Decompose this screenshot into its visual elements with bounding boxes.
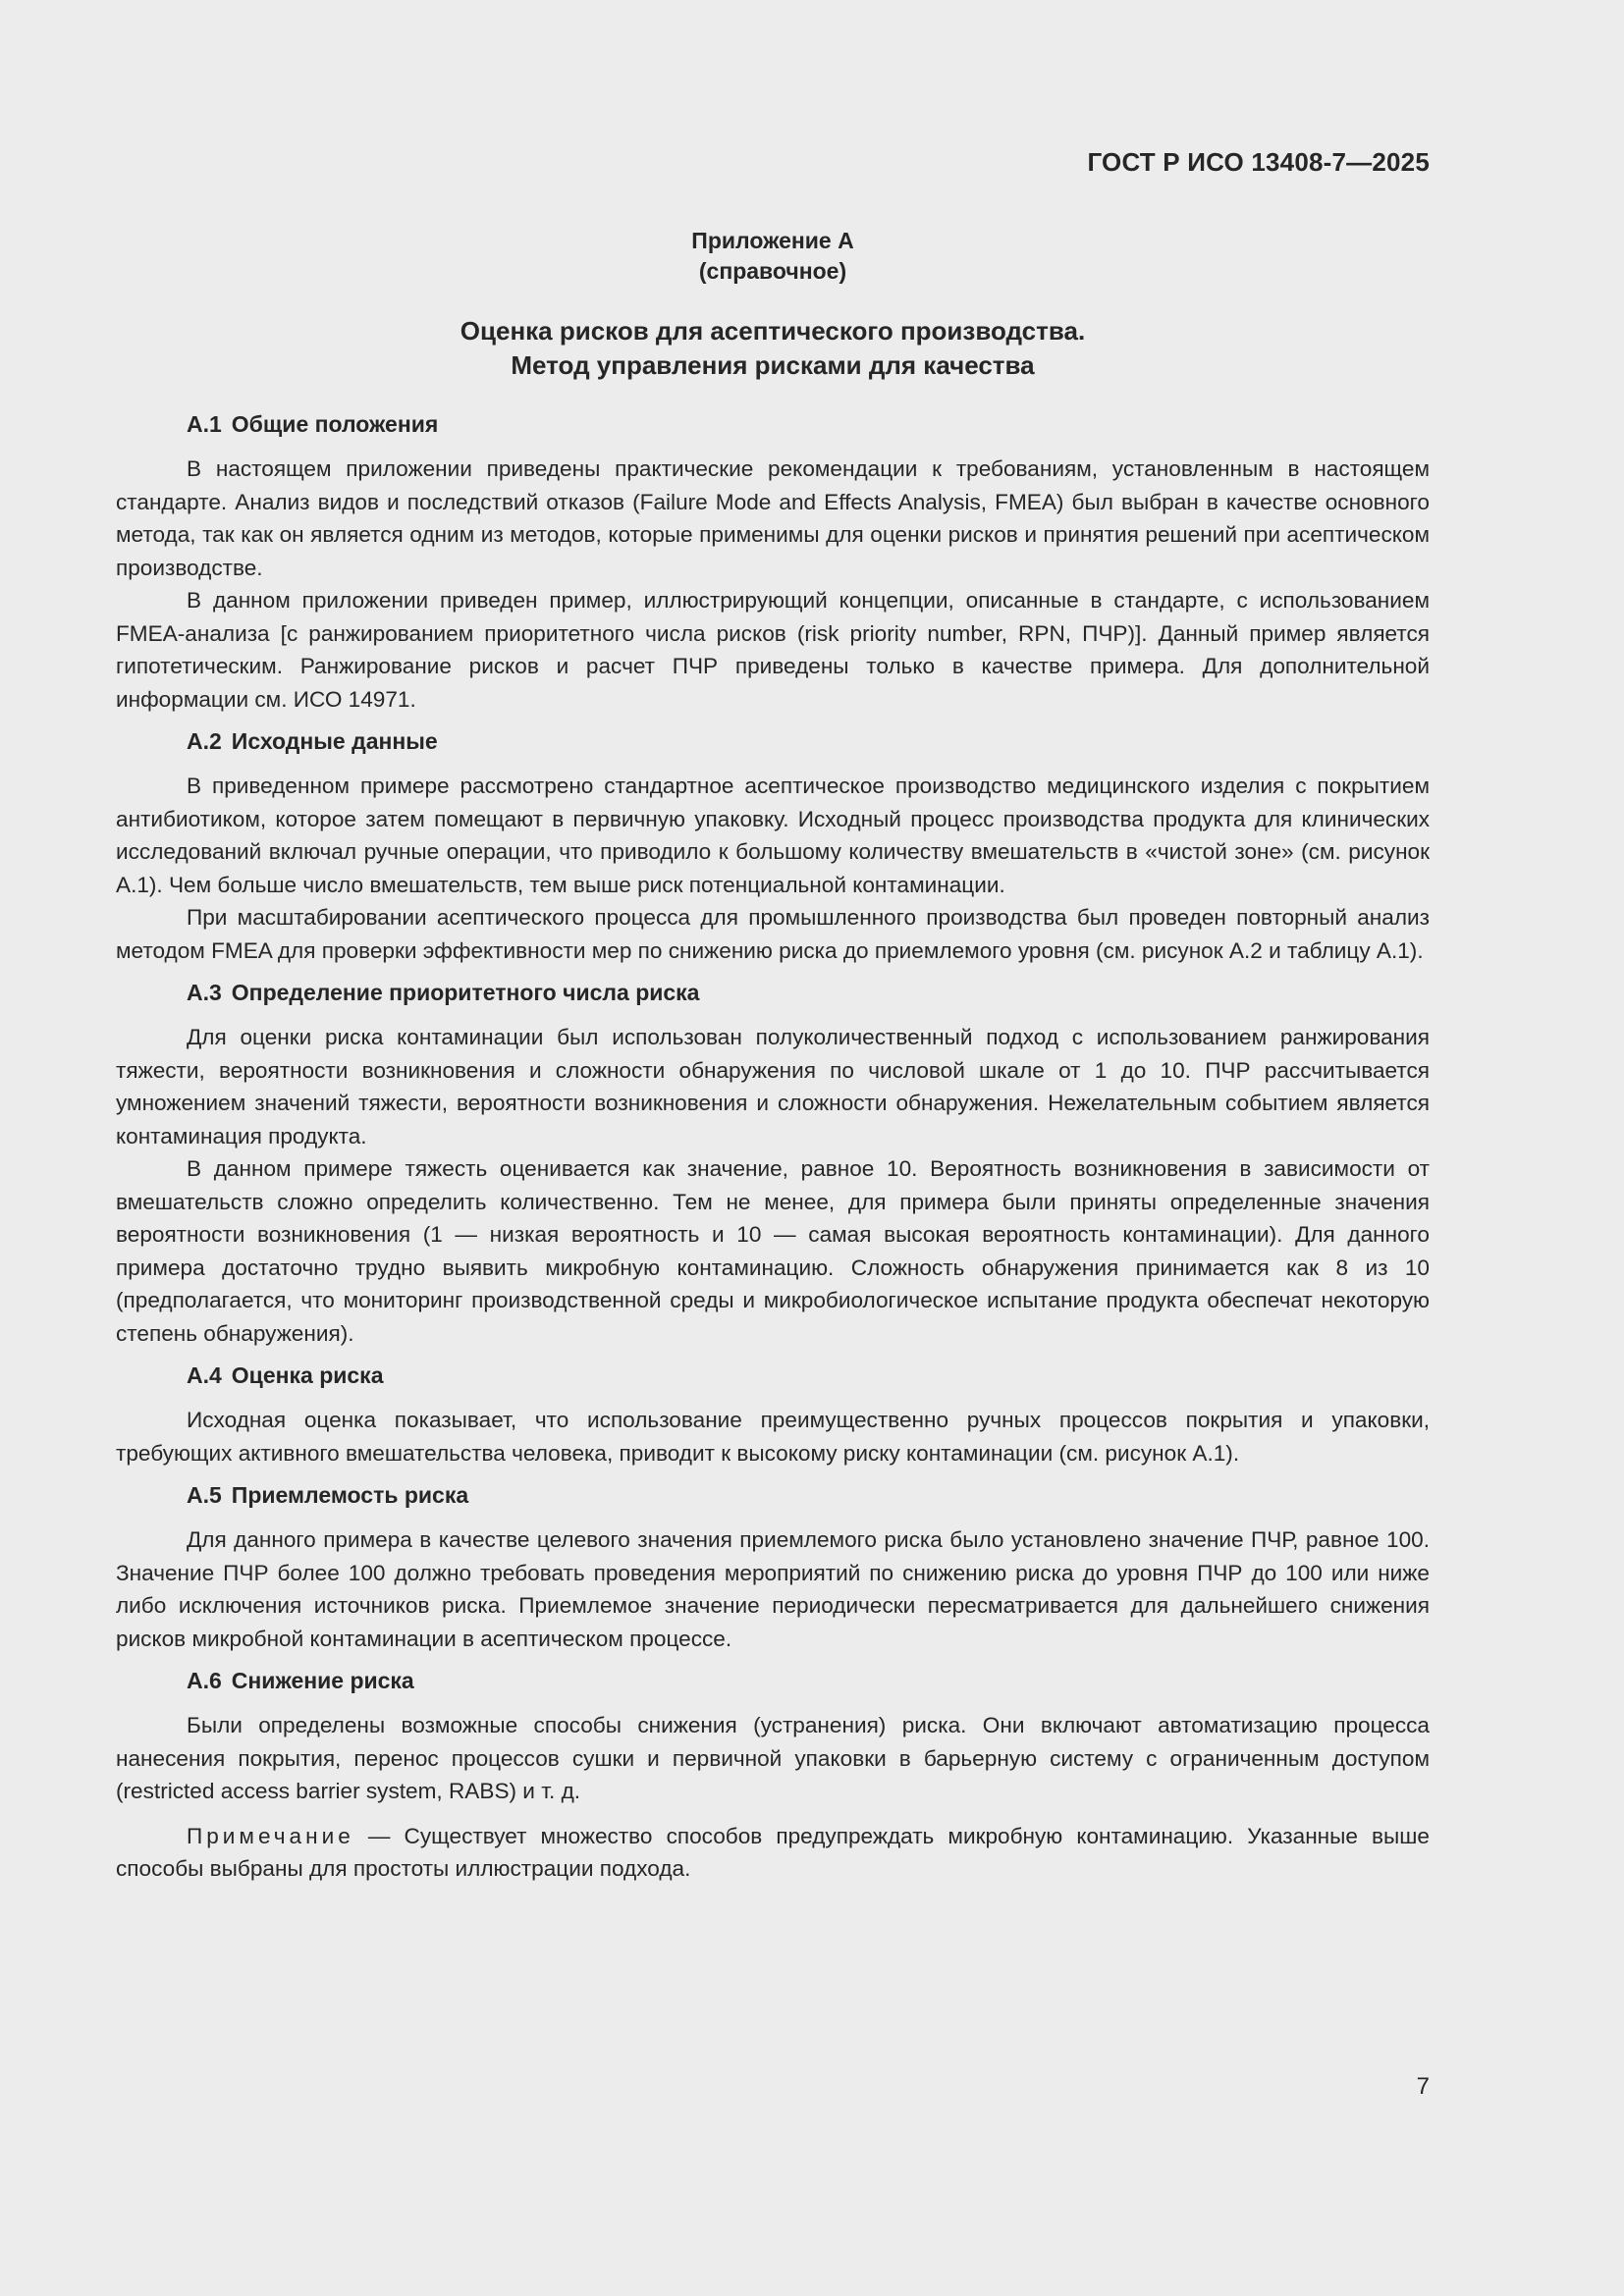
appendix-title-line-2: Метод управления рисками для качества bbox=[511, 350, 1035, 380]
section-heading bbox=[116, 1360, 1430, 1392]
note-label: Примечание bbox=[187, 1823, 354, 1848]
section-a2 bbox=[116, 725, 1430, 967]
paragraph: При масштабировании асептического процесса для промышленного производства был проведен повторный анализ методом FMEA для проверки эффективности мер по снижению риска до приемлемого уровня (см. рисунок А.2 и таблицу А.1). bbox=[116, 905, 1430, 963]
section-number: А.3 bbox=[187, 980, 222, 1005]
section-number: А.2 bbox=[187, 728, 222, 754]
page-content bbox=[116, 226, 1430, 1886]
section-heading bbox=[116, 1665, 1430, 1697]
section-title: Снижение риска bbox=[231, 1668, 414, 1693]
appendix-label: Приложение А bbox=[691, 228, 854, 253]
paragraph: Для данного примера в качестве целевого значения приемлемого риска было установлено значение ПЧР, равное 100. Значение ПЧР более 100 должно требовать проведения мероприятий по снижению риска до уровня ПЧР до 100 или ниже либо исключения источников риска. Приемлемое значение периодически пересматривается для дальнейшего снижения рисков микробной контаминации в асептическом процессе. bbox=[116, 1527, 1430, 1651]
paragraph: В приведенном примере рассмотрено стандартное асептическое производство медицинского изделия с покрытием антибиотиком, которое затем помещают в первичную упаковку. Исходный процесс производства продукта для клинических исследований включал ручные операции, что приводило к большому количеству вмешательств в «чистой зоне» (см. рисунок А.1). Чем больше число вмешательств, тем выше риск потенциальной контаминации. bbox=[116, 774, 1430, 897]
appendix-title-line-1: Оценка рисков для асептического производства. bbox=[460, 316, 1086, 346]
section-number: А.6 bbox=[187, 1668, 222, 1693]
document-code: ГОСТ Р ИСО 13408-7—2025 bbox=[1087, 147, 1430, 177]
paragraph: Для оценки риска контаминации был использован полуколичественный подход с использованием ранжирования тяжести, вероятности возникновения и сложности обнаружения по числовой шкале от 1 до 10. ПЧР рассчитывается умножением значений тяжести, вероятности возникновения и сложности обнаружения. Нежелательным событием является контаминация продукта. bbox=[116, 1025, 1430, 1148]
section-title: Общие положения bbox=[231, 411, 439, 437]
note bbox=[116, 1820, 1430, 1886]
section-number: А.4 bbox=[187, 1362, 222, 1388]
appendix-title bbox=[116, 314, 1430, 383]
paragraph: Были определены возможные способы снижения (устранения) риска. Они включают автоматизацию процесса нанесения покрытия, перенос процессов сушки и первичной упаковки в барьерную систему с ограниченным доступом (restricted access barrier system, RABS) и т. д. bbox=[116, 1713, 1430, 1803]
section-a3 bbox=[116, 977, 1430, 1350]
note-text: — Существует множество способов предупреждать микробную контаминацию. Указанные выше способы выбраны для простоты иллюстрации подхода. bbox=[116, 1823, 1430, 1881]
section-title: Исходные данные bbox=[231, 728, 438, 754]
paragraph: В настоящем приложении приведены практические рекомендации к требованиям, установленным в настоящем стандарте. Анализ видов и последствий отказов (Failure Mode and Effects Analysis, FMEA) был выбран в качестве основного метода, так как он является одним из методов, которые применимы для оценки рисков и принятия решений при асептическом производстве. bbox=[116, 456, 1430, 580]
appendix-type: (справочное) bbox=[698, 258, 847, 284]
section-a4 bbox=[116, 1360, 1430, 1469]
section-heading bbox=[116, 1479, 1430, 1512]
section-a6 bbox=[116, 1665, 1430, 1808]
section-number: А.1 bbox=[187, 411, 222, 437]
paragraph: Исходная оценка показывает, что использование преимущественно ручных процессов покрытия и упаковки, требующих активного вмешательства человека, приводит к высокому риску контаминации (см. рисунок А.1). bbox=[116, 1408, 1430, 1466]
section-heading bbox=[116, 977, 1430, 1009]
paragraph: В данном приложении приведен пример, иллюстрирующий концепции, описанные в стандарте, с использованием FMEA-анализа [с ранжированием приоритетного числа рисков (risk priority number, RPN, ПЧР)]. Данный пример является гипотетическим. Ранжирование рисков и расчет ПЧР приведены только в качестве примера. Для дополнительной информации см. ИСО 14971. bbox=[116, 588, 1430, 712]
section-a5 bbox=[116, 1479, 1430, 1655]
section-title: Оценка риска bbox=[231, 1362, 384, 1388]
section-heading bbox=[116, 408, 1430, 441]
section-title: Определение приоритетного числа риска bbox=[231, 980, 700, 1005]
paragraph: В данном примере тяжесть оценивается как значение, равное 10. Вероятность возникновения в зависимости от вмешательств сложно определить количественно. Тем не менее, для примера были приняты определенные значения вероятности возникновения (1 — низкая вероятность и 10 — самая высокая вероятность контаминации). Для данного примера достаточно трудно выявить микробную контаминацию. Сложность обнаружения принимается как 8 из 10 (предполагается, что мониторинг производственной среды и микробиологическое испытание продукта обеспечат некоторую степень обнаружения). bbox=[116, 1156, 1430, 1346]
section-number: А.5 bbox=[187, 1482, 222, 1508]
section-title: Приемлемость риска bbox=[231, 1482, 469, 1508]
page-number: 7 bbox=[1416, 2073, 1430, 2100]
section-heading bbox=[116, 725, 1430, 758]
section-a1 bbox=[116, 408, 1430, 716]
